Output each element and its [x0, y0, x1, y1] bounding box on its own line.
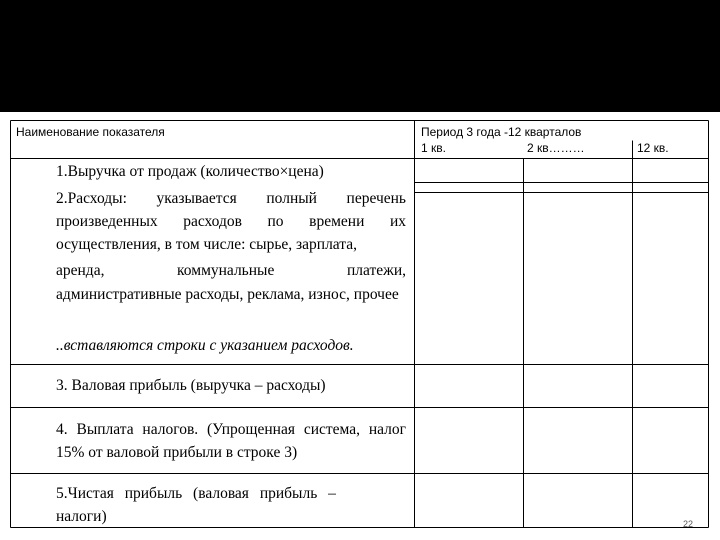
period-header: Период 3 года -12 кварталов: [421, 125, 582, 139]
indicator-column-header: Наименование показателя: [16, 125, 165, 139]
row-insert-note: ..вставляются строки с указанием расходов.: [56, 337, 354, 354]
row-expenses-part-2: аренда, коммунальные платежи,: [56, 262, 406, 279]
row-expenses-part-3: административные расходы, реклама, износ, прочее: [56, 286, 399, 303]
quarter-12-header: 12 кв.: [637, 141, 669, 155]
row-expenses-part-1: 2.Расходы: указывается полный перечень произведенных расходов по времени их осуществления, в том числе: сырье, зарплата,: [56, 190, 406, 253]
quarter-1-header: 1 кв.: [421, 141, 446, 155]
row-net-profit: 5.Чистая прибыль (валовая прибыль – налоги): [56, 485, 336, 525]
row-tax-payment: 4. Выплата налогов. (Упрощенная система, налог 15% от валовой прибыли в строке 3): [56, 421, 406, 461]
row-revenue: 1.Выручка от продаж (количество×цена): [56, 163, 324, 180]
page-number: 22: [683, 519, 694, 529]
quarter-2-header: 2 кв………: [527, 141, 585, 155]
row-gross-profit: 3. Валовая прибыль (выручка – расходы): [56, 377, 326, 394]
